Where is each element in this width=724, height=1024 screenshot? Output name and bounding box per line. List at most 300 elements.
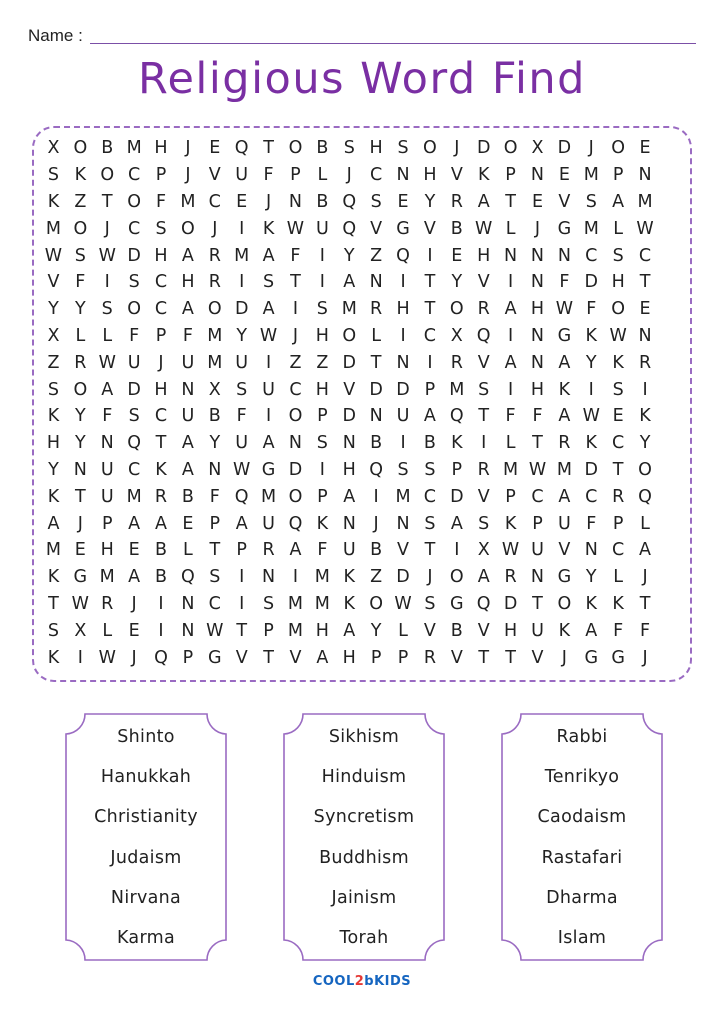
grid-row bbox=[40, 296, 686, 323]
page-title: Religious Word Find bbox=[138, 54, 586, 104]
grid-letter: U bbox=[235, 433, 249, 454]
grid-letter: N bbox=[396, 513, 410, 534]
grid-letter: E bbox=[74, 540, 86, 561]
grid-letter: P bbox=[290, 165, 301, 186]
grid-letter: U bbox=[315, 218, 329, 239]
word-item: Dharma bbox=[546, 887, 618, 908]
grid-letter: S bbox=[263, 272, 275, 293]
grid-letter: I bbox=[292, 567, 299, 588]
grid-letter: X bbox=[477, 540, 490, 561]
grid-letter: F bbox=[586, 299, 597, 320]
grid-letter: H bbox=[530, 379, 545, 400]
grid-letter: F bbox=[640, 620, 651, 641]
grid-letter: E bbox=[639, 138, 651, 159]
grid-letter: M bbox=[234, 245, 250, 266]
grid-letter: S bbox=[128, 406, 140, 427]
grid-letter: S bbox=[47, 379, 59, 400]
grid-row bbox=[40, 483, 686, 510]
grid-letter: R bbox=[423, 647, 436, 668]
word-item: Islam bbox=[557, 927, 607, 948]
grid-letter: Q bbox=[181, 567, 195, 588]
grid-letter: Q bbox=[288, 513, 303, 534]
grid-letter: O bbox=[127, 299, 141, 320]
grid-letter: X bbox=[74, 620, 87, 641]
grid-letter: W bbox=[71, 593, 89, 614]
grid-letter: F bbox=[155, 191, 167, 212]
logo-part: 2 bbox=[354, 974, 365, 989]
word-list-3 bbox=[501, 727, 663, 968]
grid-letter: M bbox=[45, 218, 61, 239]
grid-letter: A bbox=[423, 406, 436, 427]
grid-letter: A bbox=[558, 486, 571, 507]
grid-letter: S bbox=[74, 245, 86, 266]
grid-letter: O bbox=[100, 165, 115, 186]
grid-letter: V bbox=[289, 647, 302, 668]
grid-letter: I bbox=[508, 379, 514, 400]
grid-letter: T bbox=[612, 459, 624, 480]
grid-row bbox=[40, 215, 686, 242]
grid-letter: I bbox=[239, 567, 245, 588]
grid-letter: W bbox=[555, 299, 574, 320]
grid-letter: T bbox=[370, 352, 382, 373]
grid-letter: F bbox=[129, 325, 140, 346]
grid-letter: L bbox=[183, 540, 193, 561]
grid-letter: U bbox=[181, 352, 195, 373]
grid-letter: A bbox=[639, 540, 652, 561]
grid-letter: C bbox=[208, 593, 221, 614]
grid-letter: I bbox=[588, 379, 594, 400]
grid-letter: S bbox=[612, 379, 624, 400]
grid-letter: V bbox=[477, 352, 490, 373]
grid-letter: Q bbox=[638, 486, 652, 507]
grid-letter: S bbox=[478, 513, 490, 534]
grid-letter: Y bbox=[639, 433, 651, 454]
grid-letter: V bbox=[477, 272, 490, 293]
grid-letter: K bbox=[585, 593, 597, 614]
grid-letter: P bbox=[155, 325, 167, 346]
grid-letter: X bbox=[531, 138, 544, 159]
grid-letter: B bbox=[155, 540, 168, 561]
grid-letter: Y bbox=[209, 433, 221, 454]
grid-letter: H bbox=[504, 620, 518, 641]
grid-letter: R bbox=[262, 540, 275, 561]
grid-letter: Q bbox=[476, 593, 491, 614]
grid-letter: R bbox=[450, 352, 463, 373]
grid-letter: S bbox=[316, 299, 328, 320]
grid-letter: R bbox=[504, 567, 517, 588]
grid-letter: O bbox=[288, 406, 303, 427]
grid-letter: E bbox=[451, 245, 463, 266]
grid-letter: I bbox=[158, 620, 164, 641]
grid-letter: S bbox=[397, 459, 409, 480]
grid-letter: L bbox=[640, 513, 650, 534]
word-item: Sikhism bbox=[328, 727, 400, 747]
grid-letter: H bbox=[154, 379, 168, 400]
grid-letter: T bbox=[236, 620, 248, 641]
grid-letter: J bbox=[642, 647, 648, 668]
grid-letter: C bbox=[208, 191, 221, 212]
grid-letter: B bbox=[450, 620, 463, 641]
grid-letter: H bbox=[530, 299, 545, 320]
grid-letter: F bbox=[236, 406, 247, 427]
grid-letter: N bbox=[208, 459, 222, 480]
grid-letter: O bbox=[611, 138, 626, 159]
grid-letter: V bbox=[397, 540, 410, 561]
grid-letter: M bbox=[207, 352, 223, 373]
grid-letter: N bbox=[181, 620, 195, 641]
grid-letter: I bbox=[427, 352, 433, 373]
grid-row bbox=[40, 644, 686, 671]
grid-letter: V bbox=[531, 647, 544, 668]
grid-letter: O bbox=[342, 325, 357, 346]
grid-row bbox=[40, 457, 686, 484]
grid-letter: C bbox=[128, 459, 141, 480]
grid-letter: Y bbox=[370, 620, 382, 641]
grid-letter: S bbox=[478, 379, 490, 400]
word-item: Rastafari bbox=[541, 847, 623, 868]
grid-letter: I bbox=[508, 272, 514, 293]
grid-letter: W bbox=[582, 406, 600, 427]
word-item: Shinto bbox=[117, 727, 175, 747]
grid-letter: J bbox=[427, 567, 433, 588]
word-list-box-2 bbox=[283, 713, 445, 961]
word-item: Karma bbox=[116, 927, 176, 948]
grid-letter: J bbox=[185, 138, 191, 159]
grid-letter: Y bbox=[236, 325, 248, 346]
grid-letter: T bbox=[424, 272, 436, 293]
grid-letter: H bbox=[342, 647, 356, 668]
grid-letter: J bbox=[534, 218, 541, 239]
grid-letter: W bbox=[394, 593, 412, 614]
grid-letter: K bbox=[585, 433, 597, 454]
grid-letter: P bbox=[370, 647, 382, 668]
grid-letter: K bbox=[343, 567, 355, 588]
grid-letter: T bbox=[505, 191, 516, 212]
grid-letter: R bbox=[208, 272, 221, 293]
grid-letter: U bbox=[127, 352, 141, 373]
grid-letter: T bbox=[478, 647, 490, 668]
grid-letter: W bbox=[98, 245, 116, 266]
grid-row bbox=[40, 162, 686, 189]
logo-part: bKIDS bbox=[364, 974, 412, 989]
word-list-1 bbox=[65, 727, 227, 968]
grid-letter: T bbox=[74, 486, 86, 507]
grid-letter: A bbox=[155, 513, 167, 534]
grid-letter: T bbox=[478, 406, 490, 427]
grid-letter: X bbox=[47, 138, 60, 159]
grid-letter: Y bbox=[585, 567, 597, 588]
grid-letter: J bbox=[185, 165, 191, 186]
grid-letter: Q bbox=[369, 459, 384, 480]
grid-letter: M bbox=[180, 191, 196, 212]
grid-letter: J bbox=[158, 352, 164, 373]
site-logo bbox=[0, 974, 724, 989]
grid-letter: E bbox=[236, 191, 248, 212]
grid-letter: E bbox=[558, 165, 570, 186]
grid-letter: Q bbox=[342, 218, 357, 239]
grid-letter: C bbox=[612, 540, 625, 561]
grid-letter: K bbox=[585, 325, 597, 346]
grid-letter: Q bbox=[342, 191, 357, 212]
grid-letter: I bbox=[319, 245, 325, 266]
grid-letter: C bbox=[585, 486, 598, 507]
grid-letter: Y bbox=[48, 459, 59, 480]
grid-letter: O bbox=[369, 593, 384, 614]
grid-letter: D bbox=[288, 459, 303, 480]
grid-letter: O bbox=[288, 138, 303, 159]
grid-letter: D bbox=[234, 299, 249, 320]
grid-letter: J bbox=[77, 513, 83, 534]
grid-letter: M bbox=[126, 486, 142, 507]
grid-letter: W bbox=[501, 540, 520, 561]
grid-letter: T bbox=[155, 433, 167, 454]
grid-letter: M bbox=[314, 593, 330, 614]
grid-letter: N bbox=[530, 245, 545, 266]
grid-letter: N bbox=[504, 245, 518, 266]
grid-letter: E bbox=[531, 191, 543, 212]
grid-letter: P bbox=[451, 459, 463, 480]
grid-letter: O bbox=[557, 593, 572, 614]
grid-letter: I bbox=[400, 272, 406, 293]
grid-letter: N bbox=[181, 593, 195, 614]
grid-letter: F bbox=[182, 325, 193, 346]
grid-letter: K bbox=[47, 647, 60, 668]
grid-letter: P bbox=[155, 165, 167, 186]
grid-letter: I bbox=[508, 325, 514, 346]
grid-letter: S bbox=[424, 459, 436, 480]
grid-letter: Y bbox=[74, 406, 86, 427]
grid-row bbox=[40, 591, 686, 618]
grid-letter: U bbox=[100, 486, 114, 507]
grid-letter: A bbox=[477, 567, 490, 588]
grid-letter: V bbox=[423, 620, 436, 641]
grid-letter: F bbox=[290, 245, 301, 266]
grid-letter: D bbox=[476, 138, 491, 159]
grid-letter: R bbox=[477, 299, 490, 320]
grid-letter: A bbox=[47, 513, 60, 534]
grid-letter: P bbox=[505, 165, 516, 186]
grid-letter: D bbox=[503, 593, 518, 614]
grid-letter: M bbox=[341, 299, 357, 320]
grid-letter: I bbox=[158, 593, 164, 614]
grid-letter: O bbox=[181, 218, 195, 239]
grid-letter: E bbox=[209, 138, 221, 159]
grid-letter: N bbox=[557, 245, 571, 266]
grid-letter: X bbox=[47, 325, 60, 346]
grid-letter: H bbox=[315, 325, 329, 346]
grid-letter: X bbox=[208, 379, 221, 400]
grid-letter: I bbox=[104, 272, 110, 293]
name-row bbox=[28, 26, 696, 48]
grid-letter: A bbox=[450, 513, 463, 534]
grid-letter: K bbox=[47, 567, 60, 588]
grid-letter: R bbox=[101, 593, 114, 614]
grid-letter: K bbox=[558, 620, 571, 641]
grid-letter: Z bbox=[316, 352, 329, 373]
grid-letter: D bbox=[342, 406, 356, 427]
grid-letter: H bbox=[477, 245, 491, 266]
grid-letter: G bbox=[557, 218, 572, 239]
grid-letter: I bbox=[400, 433, 406, 454]
grid-letter: U bbox=[396, 406, 410, 427]
grid-letter: M bbox=[287, 620, 304, 641]
grid-letter: E bbox=[397, 191, 409, 212]
grid-letter: Y bbox=[74, 299, 86, 320]
grid-letter: J bbox=[212, 218, 218, 239]
grid-letter: E bbox=[182, 513, 194, 534]
grid-letter: P bbox=[532, 513, 543, 534]
grid-letter: I bbox=[481, 433, 487, 454]
grid-letter: O bbox=[73, 138, 88, 159]
grid-letter: K bbox=[47, 406, 60, 427]
grid-letter: S bbox=[397, 138, 409, 159]
word-item: Torah bbox=[339, 927, 389, 948]
word-item: Christianity bbox=[94, 807, 198, 828]
grid-letter: Q bbox=[396, 245, 410, 266]
grid-letter: R bbox=[638, 352, 652, 373]
grid-letter: G bbox=[450, 593, 464, 614]
grid-letter: K bbox=[451, 433, 463, 454]
grid-letter: V bbox=[477, 486, 490, 507]
grid-letter: A bbox=[262, 433, 275, 454]
grid-letter: S bbox=[155, 218, 167, 239]
grid-letter: K bbox=[504, 513, 517, 534]
grid-letter: M bbox=[207, 325, 223, 346]
grid-letter: O bbox=[423, 138, 437, 159]
grid-letter: G bbox=[261, 459, 276, 480]
grid-letter: V bbox=[558, 191, 571, 212]
grid-letter: U bbox=[531, 540, 544, 561]
grid-letter: Q bbox=[127, 433, 141, 454]
grid-letter: J bbox=[131, 593, 137, 614]
grid-letter: C bbox=[154, 299, 168, 320]
grid-letter: T bbox=[505, 647, 516, 668]
grid-letter: S bbox=[370, 191, 382, 212]
grid-letter: P bbox=[317, 406, 328, 427]
grid-letter: L bbox=[613, 567, 624, 588]
grid-letter: P bbox=[182, 647, 194, 668]
grid-letter: N bbox=[342, 433, 356, 454]
grid-letter: L bbox=[102, 325, 113, 346]
grid-letter: W bbox=[206, 620, 224, 641]
grid-letter: W bbox=[98, 352, 116, 373]
grid-letter: K bbox=[343, 593, 355, 614]
grid-letter: A bbox=[316, 647, 329, 668]
word-item: Tenrikyo bbox=[544, 767, 620, 788]
grid-letter: F bbox=[209, 486, 220, 507]
grid-letter: Z bbox=[74, 191, 87, 212]
grid-row bbox=[40, 617, 686, 644]
grid-letter: I bbox=[77, 647, 83, 668]
grid-letter: A bbox=[181, 299, 194, 320]
grid-letter: M bbox=[503, 459, 519, 480]
grid-letter: D bbox=[584, 272, 598, 293]
grid-letter: A bbox=[262, 245, 275, 266]
grid-row bbox=[40, 537, 686, 564]
grid-letter: A bbox=[181, 245, 194, 266]
grid-letter: T bbox=[424, 540, 436, 561]
grid-letter: T bbox=[48, 593, 59, 614]
grid-letter: H bbox=[154, 245, 168, 266]
logo-part: COOL bbox=[312, 974, 355, 989]
word-item: Hinduism bbox=[321, 767, 407, 788]
grid-letter: T bbox=[101, 191, 113, 212]
grid-letter: B bbox=[101, 138, 114, 159]
grid-letter: L bbox=[75, 325, 86, 346]
grid-letter: Y bbox=[48, 299, 59, 320]
grid-letter: Q bbox=[449, 406, 464, 427]
grid-letter: G bbox=[584, 647, 599, 668]
letter-grid bbox=[40, 135, 686, 671]
grid-letter: A bbox=[128, 513, 141, 534]
grid-letter: D bbox=[396, 379, 410, 400]
grid-row bbox=[40, 349, 686, 376]
grid-letter: H bbox=[154, 138, 168, 159]
grid-letter: N bbox=[638, 165, 652, 186]
grid-letter: N bbox=[584, 540, 598, 561]
name-line[interactable] bbox=[90, 43, 696, 44]
grid-letter: F bbox=[586, 513, 597, 534]
grid-letter: A bbox=[235, 513, 248, 534]
grid-letter: J bbox=[292, 325, 299, 346]
grid-letter: A bbox=[477, 191, 490, 212]
grid-letter: N bbox=[396, 165, 410, 186]
grid-letter: H bbox=[100, 540, 114, 561]
grid-letter: K bbox=[74, 165, 87, 186]
grid-letter: H bbox=[342, 459, 356, 480]
grid-row bbox=[40, 376, 686, 403]
grid-letter: I bbox=[239, 218, 245, 239]
grid-letter: H bbox=[396, 299, 410, 320]
grid-letter: Q bbox=[154, 647, 168, 668]
grid-letter: T bbox=[263, 138, 274, 159]
grid-letter: K bbox=[47, 191, 60, 212]
grid-letter: K bbox=[155, 459, 167, 480]
grid-letter: K bbox=[639, 406, 651, 427]
grid-letter: B bbox=[316, 138, 329, 159]
grid-letter: L bbox=[505, 433, 516, 454]
grid-letter: F bbox=[559, 272, 570, 293]
grid-letter: L bbox=[102, 620, 113, 641]
grid-letter: B bbox=[155, 567, 168, 588]
grid-letter: U bbox=[235, 352, 249, 373]
grid-letter: K bbox=[612, 352, 624, 373]
grid-letter: S bbox=[424, 593, 436, 614]
grid-letter: I bbox=[292, 299, 299, 320]
grid-letter: B bbox=[181, 486, 194, 507]
grid-letter: C bbox=[531, 486, 544, 507]
grid-letter: E bbox=[639, 299, 651, 320]
grid-letter: V bbox=[450, 165, 463, 186]
grid-row bbox=[40, 430, 686, 457]
grid-letter: C bbox=[154, 406, 168, 427]
word-item: Jainism bbox=[331, 887, 397, 908]
grid-letter: T bbox=[209, 540, 221, 561]
grid-letter: I bbox=[239, 593, 245, 614]
grid-letter: M bbox=[261, 486, 277, 507]
grid-letter: S bbox=[47, 165, 59, 186]
grid-letter: Q bbox=[476, 325, 491, 346]
grid-row bbox=[40, 269, 686, 296]
grid-letter: U bbox=[557, 513, 571, 534]
grid-letter: Z bbox=[289, 352, 302, 373]
grid-letter: A bbox=[504, 352, 517, 373]
grid-letter: T bbox=[639, 272, 651, 293]
name-label: Name : bbox=[28, 26, 83, 45]
grid-letter: W bbox=[259, 325, 278, 346]
grid-letter: B bbox=[208, 406, 221, 427]
grid-letter: J bbox=[104, 218, 110, 239]
